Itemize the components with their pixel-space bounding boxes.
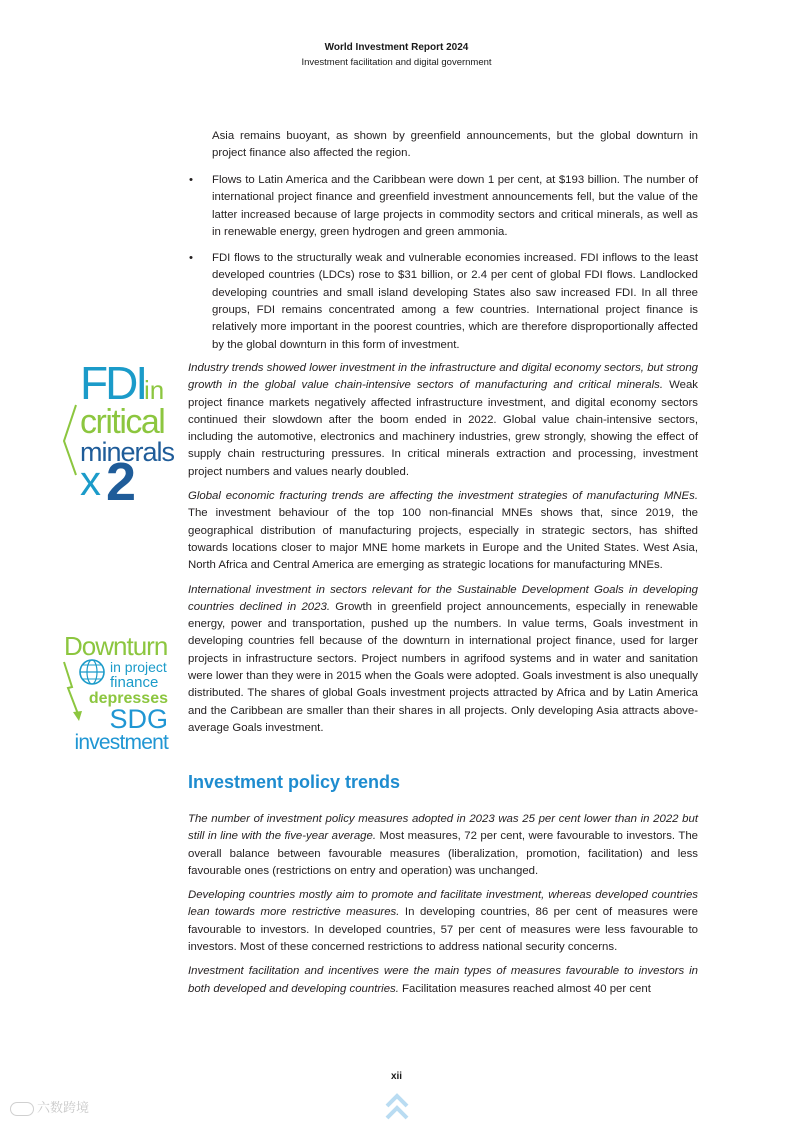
- callout-word: minerals: [80, 437, 175, 467]
- callout-word: in: [144, 375, 165, 405]
- bullet-icon: •: [189, 174, 193, 186]
- intro-paragraph: Asia remains buoyant, as shown by greenfield announcements, but the global downturn in project finance also affected the region.: [212, 130, 698, 160]
- fdi-critical-minerals-callout: [58, 355, 178, 515]
- paragraph-body: Growth in greenfield project announcements, especially in renewable energy, power and transportation, pushed up the numbers. In value terms, Goals investment in developing countries fell because of the downturn in international project finance, used for larger projects in infrastructure sectors. Project numbers in agrifood systems and in water and sanitation were lower than they were in 2015 when the Goals were adopted. Goals investment is also unequally distributed. The shares of global Goals investment projects attracted by Africa and by Latin America and the Caribbean are smaller than their shares in all projects. Only developing Asia attracts above-average Goals investment.: [188, 600, 699, 734]
- callout-word: FDI: [80, 357, 146, 409]
- report-title: World Investment Report 2024: [324, 42, 469, 53]
- callout-line: Downturn: [64, 632, 168, 661]
- callout-line: investment: [74, 731, 168, 754]
- watermark: [10, 1097, 89, 1116]
- bullet-icon: •: [189, 252, 193, 265]
- bullet-text: FDI flows to the structurally weak and vulnerable economies increased. FDI inflows to the least developed countries (LDCs) rose to $31 billion, or 2.4 per cent of global FDI flows. Landlocked developing countries and small island developing States also saw increased FDI. In all three groups, FDI remains concentrated among a few countries. International project finance is relatively more important in the poorest countries, which are therefore disproportionally affected by the global downturn in this form of investment.: [212, 252, 698, 351]
- paragraph-lead: The number of investment policy measures adopted in 2023 was 25 per cent lower than in 2022 but still in line with the five-year average.: [188, 813, 698, 843]
- report-subtitle: Investment facilitation and digital government: [301, 57, 492, 68]
- callout-line: SDG: [109, 704, 168, 734]
- industry-trends-section: [188, 360, 698, 737]
- paragraph-body: In developing countries, 86 per cent of measures were favourable to investors. In developed countries, 57 per cent of measures were less favourable to investors. Most of these concerned restrictions to address national security concerns.: [188, 906, 698, 954]
- globe-icon: [80, 660, 104, 684]
- section-heading: Investment policy trends: [188, 772, 401, 792]
- callout-word: x: [80, 457, 101, 504]
- callout-line: finance: [110, 674, 159, 691]
- paragraph-body: The investment behaviour of the top 100 non-financial MNEs shows that, since 2019, the geographical distribution of manufacturing projects, especially in strategic sectors, has shifted towards locations closer to major MNE home markets in Europe and the United States. West Asia, North Africa and Central America are emerging as strategic locations for manufacturing MNEs.: [188, 507, 698, 572]
- paragraph-body: Most measures, 72 per cent, were favourable to investors. The overall balance between favourable measures (liberalization, promotion, facilitation) and less favourable ones (restrictions on entry and operation) was unchanged.: [188, 830, 698, 877]
- list-item: [188, 172, 698, 241]
- paragraph-lead: Investment facilitation and incentives were the main types of measures favourable to investors in both developed and developing countries.: [188, 965, 698, 995]
- watermark-logo-icon: [10, 1102, 34, 1116]
- watermark-text: 六数跨境: [37, 1100, 90, 1115]
- paragraph: [188, 811, 698, 880]
- paragraph: [188, 582, 698, 738]
- callout-line: depresses: [88, 690, 168, 707]
- paragraph-body: Facilitation measures reached almost 40 per cent: [398, 982, 651, 995]
- callout-word: 2: [106, 452, 137, 512]
- paragraph: [188, 887, 698, 956]
- bullet-text: Flows to Latin America and the Caribbean were down 1 per cent, at $193 billion. The number of international project finance and greenfield investment announcements fell, but the value of the latter increased because of large projects in commodity sectors and critical minerals, as well as in renewable energy, green hydrogen and green ammonia.: [212, 174, 698, 238]
- paragraph-lead: Developing countries mostly aim to promote and facilitate investment, whereas developed countries lean towards more restrictive measures.: [188, 889, 698, 919]
- downturn-sdg-callout: [58, 632, 173, 757]
- callout-word: critical: [80, 403, 165, 441]
- paragraph: [188, 488, 698, 574]
- paragraph-lead: Global economic fracturing trends are affecting the investment strategies of manufacturing MNEs.: [188, 490, 698, 503]
- bullet-list: [188, 172, 698, 354]
- paragraph: [188, 360, 698, 481]
- list-item: [188, 250, 698, 354]
- policy-trends-section: [188, 811, 698, 998]
- paragraph-lead: Industry trends showed lower investment in the infrastructure and digital economy sectors, but strong growth in the global value chain-intensive sectors of manufacturing and critical minerals.: [188, 362, 698, 392]
- paragraph-body: Weak project finance markets negatively affected infrastructure investment, and digital economy sectors continued their slowdown after the boom ended in 2022. Global value chain-intensive sectors, including the automotive, electronics and machinery industries, grew strongly, showing the effect of supply chain restructuring pressures. In critical minerals extraction and processing, investment project numbers and values nearly doubled.: [188, 379, 698, 478]
- page-number: xii: [390, 1071, 403, 1082]
- scroll-up-icon[interactable]: [384, 1092, 410, 1122]
- callout-line: in project: [110, 659, 167, 675]
- paragraph: [188, 963, 698, 998]
- bracket-icon: [64, 405, 76, 475]
- paragraph-lead: International investment in sectors relevant for the Sustainable Development Goals in developing countries declined in 2023.: [188, 583, 698, 613]
